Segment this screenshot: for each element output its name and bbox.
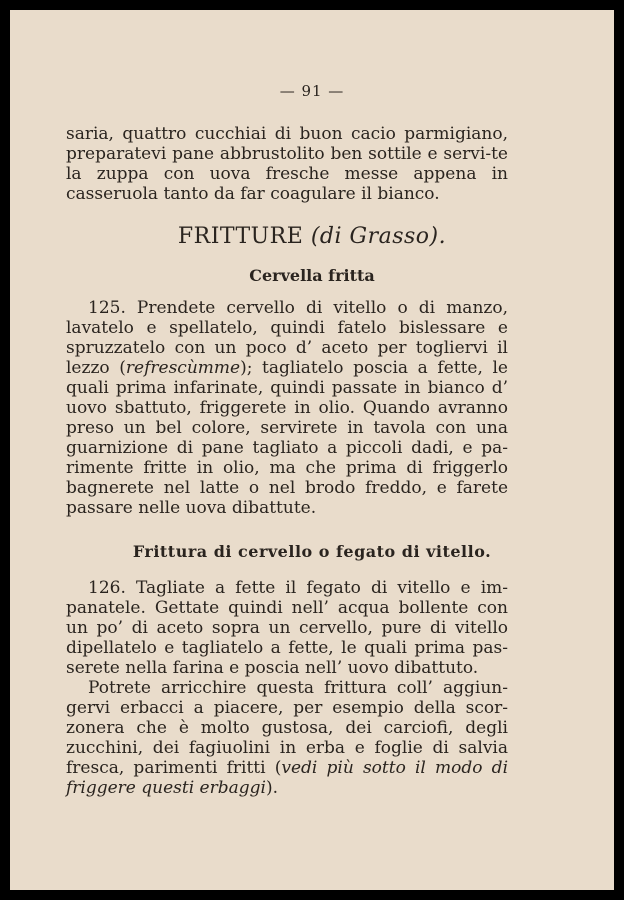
recipe-title-cervella: Cervella fritta: [249, 266, 375, 285]
intro-paragraph: [66, 124, 508, 204]
book-page: [10, 10, 614, 890]
recipe-125-body: [66, 298, 508, 518]
recipe-126-text-b: ).: [265, 778, 279, 798]
section-heading-italic: (di Grasso).: [310, 224, 447, 249]
recipe-title-frittura: Frittura di cervello o fegato di vitello.: [132, 542, 492, 561]
recipe-126-paragraph-2: [66, 678, 508, 798]
section-heading-main: FRITTURE: [177, 224, 304, 249]
recipe-126-italic: vedi più sotto il modo di friggere questi erbaggi: [66, 758, 509, 798]
page-number: — 91 —: [279, 82, 345, 100]
recipe-125-italic: refrescùmme: [125, 358, 241, 378]
section-heading: [10, 224, 614, 249]
recipe-125-paragraph: [66, 298, 508, 518]
recipe-125-text-b: ); tagliatelo poscia a fette, le quali prima infarinate, quindi passate in bianco d’ uovo sbattuto, friggerete in olio. Quando avranno preso un bel colore, servirete in tavola con una guarnizione di pane tagliato a piccoli dadi, e pa-rimente fritte in olio, ma che prima di friggerlo bagnerete nel latte o nel brodo freddo, e farete passare nelle uova dibattute.: [66, 358, 508, 518]
recipe-126-text-a: Potrete arricchire questa frittura coll’ aggiun-gervi erbacci a piacere, per esempio della scor-zonera che è molto gustosa, dei carciofi, degli zucchini, dei fagiuolini in erba e foglie di salvia fresca, parimenti fritti (: [66, 678, 508, 778]
intro-text: saria, quattro cucchiai di buon cacio parmigiano, preparatevi pane abbrustolito ben sottile e servi-te la zuppa con uova fresche messe appena in casseruola tanto da far coagulare il bianco.: [66, 124, 508, 204]
recipe-126-paragraph-1: 126. Tagliate a fette il fegato di vitello e im-panatele. Gettate quindi nell’ acqua bollente con un po’ di aceto sopra un cervello, pure di vitello dipellatelo e tagliatelo a fette, le quali prima pas-serete nella farina e poscia nell’ uovo dibattuto.: [66, 578, 508, 678]
recipe-125-text-a: 125. Prendete cervello di vitello o di manzo, lavatelo e spellatelo, quindi fatelo bislessare e spruzzatelo con un poco d’ aceto per togliervi il lezzo (: [66, 298, 508, 378]
recipe-126-body: [66, 578, 508, 798]
